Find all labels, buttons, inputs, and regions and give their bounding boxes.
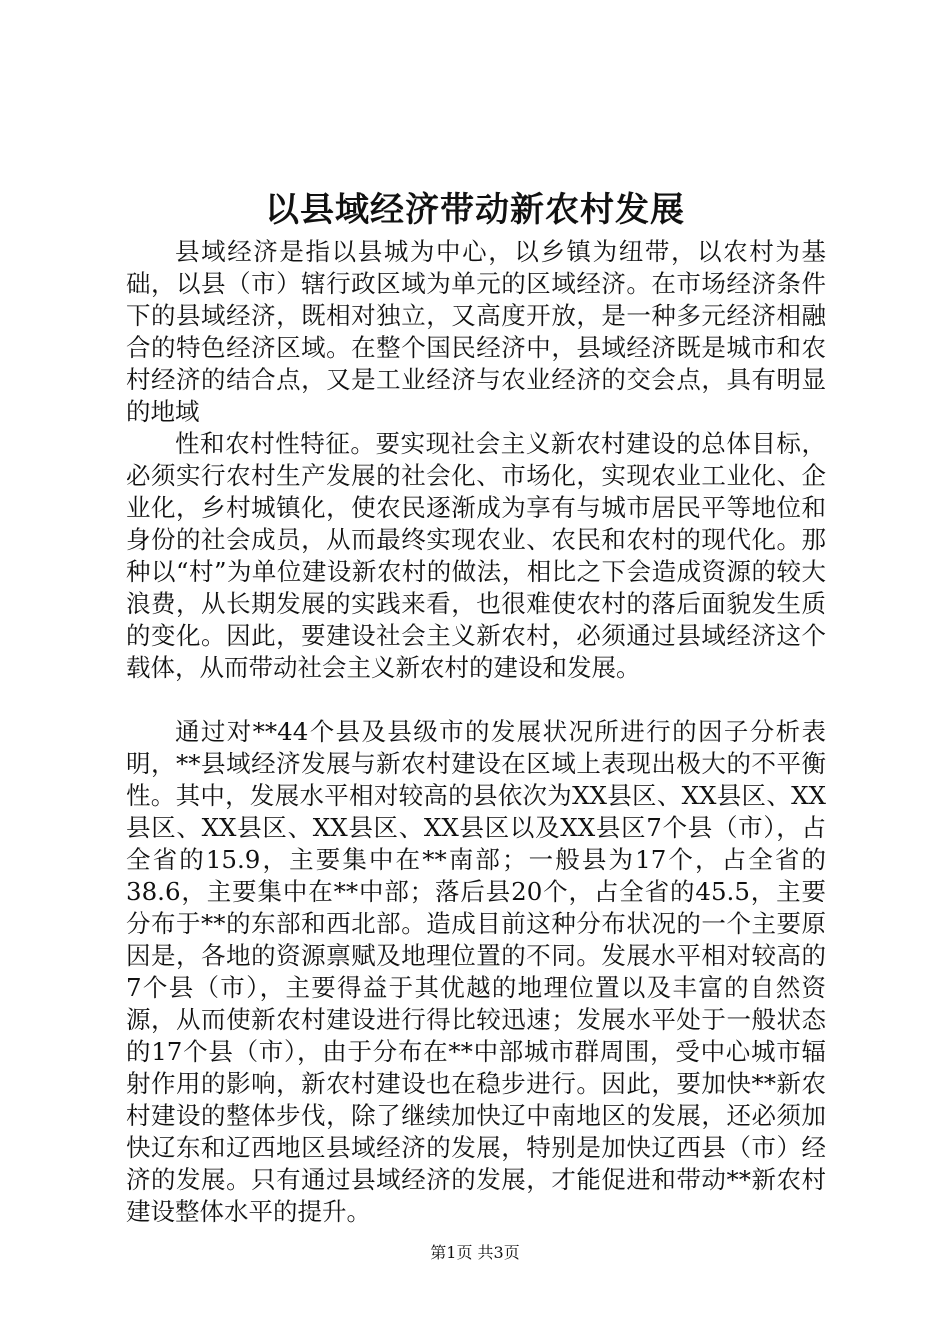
document-title: 以县域经济带动新农村发展 bbox=[265, 190, 685, 230]
document-body bbox=[126, 236, 826, 1228]
paragraph-2: 性和农村性特征。要实现社会主义新农村建设的总体目标，必须实行农村生产发展的社会化、市场化，实现农业工业化、企业化，乡村城镇化，使农民逐渐成为享有与城市居民平等地位和身份的社会成员，从而最终实现农业、农民和农村的现代化。那种以“村”为单位建设新农村的做法，相比之下会造成资源的较大浪费，从长期发展的实践来看，也很难使农村的落后面貌发生质的变化。因此，要建设社会主义新农村，必须通过县域经济这个载体，从而带动社会主义新农村的建设和发展。 bbox=[126, 429, 826, 682]
paragraph-1: 县域经济是指以县城为中心，以乡镇为纽带，以农村为基础，以县（市）辖行政区域为单元的区域经济。在市场经济条件下的县域经济，既相对独立，又高度开放，是一种多元经济相融合的特色经济区域。在整个国民经济中，县域经济既是城市和农村经济的结合点，又是工业经济与农业经济的交会点，具有明显的地域 bbox=[126, 237, 826, 426]
page-footer: 第1页 共3页 bbox=[430, 1243, 520, 1262]
paragraph-3: 通过对**44个县及县级市的发展状况所进行的因子分析表明，**县域经济发展与新农村建设在区域上表现出极大的不平衡性。其中，发展水平相对较高的县依次为XX县区、XX县区、XX县区、XX县区、XX县区、XX县区以及XX县区7个县（市），占全省的15.9，主要集中在**南部；一般县为17个，占全省的38.6，主要集中在**中部；落后县20个，占全省的45.5，主要分布于**的东部和西北部。造成目前这种分布状况的一个主要原因是，各地的资源禀赋及地理位置的不同。发展水平相对较高的7个县（市），主要得益于其优越的地理位置以及丰富的自然资源，从而使新农村建设进行得比较迅速；发展水平处于一般状态的17个县（市），由于分布在**中部城市群周围，受中心城市辐射作用的影响，新农村建设也在稳步进行。因此，要加快**新农村建设的整体步伐，除了继续加快辽中南地区的发展，还必须加快辽东和辽西地区县域经济的发展，特别是加快辽西县（市）经济的发展。只有通过县域经济的发展，才能促进和带动**新农村建设整体水平的提升。 bbox=[126, 717, 826, 1226]
paragraph-spacer bbox=[126, 684, 826, 716]
